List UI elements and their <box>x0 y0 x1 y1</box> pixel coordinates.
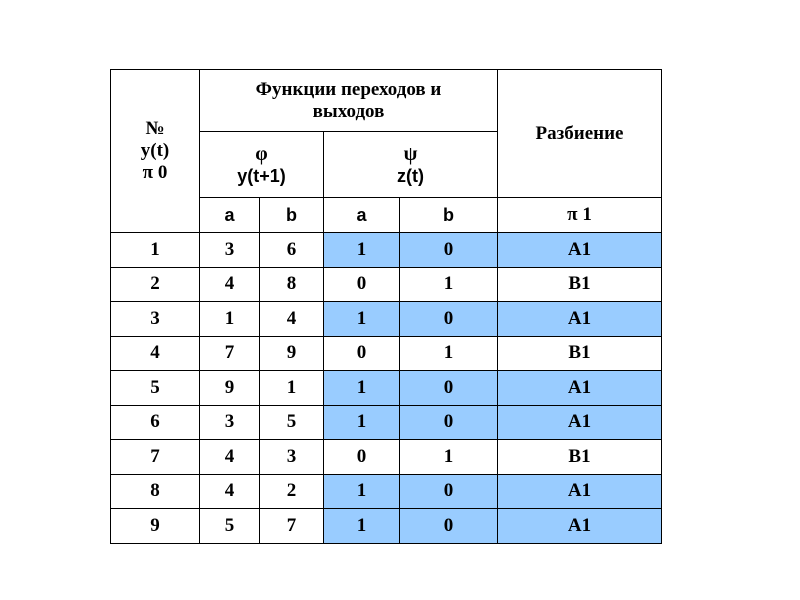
psi-b-cell: 0 <box>400 509 498 544</box>
table-row <box>111 509 662 544</box>
state-number-cell: 6 <box>111 405 200 440</box>
phi-a-cell: 4 <box>200 267 260 302</box>
table-row <box>111 336 662 371</box>
state-label: y(t) <box>140 140 170 161</box>
psi-header <box>324 132 498 198</box>
psi-subtitle: z(t) <box>397 165 424 186</box>
phi-col-a: a <box>200 198 260 233</box>
partition-header: Разбиение <box>498 70 662 198</box>
psi-a-cell: 1 <box>324 405 400 440</box>
partition-cell: A1 <box>498 371 662 406</box>
partition-cell: A1 <box>498 233 662 268</box>
phi-a-cell: 1 <box>200 302 260 337</box>
phi-a-cell: 5 <box>200 509 260 544</box>
psi-b-cell: 0 <box>400 233 498 268</box>
psi-a-cell: 1 <box>324 371 400 406</box>
phi-b-cell: 1 <box>260 371 324 406</box>
header-row-1 <box>111 70 662 132</box>
phi-b-cell: 3 <box>260 440 324 475</box>
table-row <box>111 440 662 475</box>
partition-cell: A1 <box>498 405 662 440</box>
psi-a-cell: 0 <box>324 267 400 302</box>
psi-a-cell: 1 <box>324 302 400 337</box>
phi-a-cell: 4 <box>200 440 260 475</box>
phi-header <box>200 132 324 198</box>
psi-a-cell: 1 <box>324 474 400 509</box>
psi-b-cell: 0 <box>400 302 498 337</box>
table-row <box>111 302 662 337</box>
psi-b-cell: 1 <box>400 440 498 475</box>
phi-b-cell: 9 <box>260 336 324 371</box>
psi-b-cell: 1 <box>400 267 498 302</box>
partition-cell: B1 <box>498 267 662 302</box>
psi-b-cell: 0 <box>400 474 498 509</box>
state-number-cell: 7 <box>111 440 200 475</box>
state-number-cell: 9 <box>111 509 200 544</box>
phi-a-cell: 7 <box>200 336 260 371</box>
partition-cell: B1 <box>498 440 662 475</box>
state-number-cell: 3 <box>111 302 200 337</box>
state-number-cell: 2 <box>111 267 200 302</box>
table-row <box>111 267 662 302</box>
pi1-col: π 1 <box>498 198 662 233</box>
phi-b-cell: 5 <box>260 405 324 440</box>
functions-header: Функции переходов и выходов <box>200 70 498 132</box>
psi-a-cell: 1 <box>324 509 400 544</box>
phi-b-cell: 7 <box>260 509 324 544</box>
number-sign: № <box>145 118 165 139</box>
state-number-cell: 1 <box>111 233 200 268</box>
psi-col-a: a <box>324 198 400 233</box>
psi-a-cell: 0 <box>324 336 400 371</box>
table-row <box>111 405 662 440</box>
psi-b-cell: 0 <box>400 405 498 440</box>
partition-cell: A1 <box>498 474 662 509</box>
phi-a-cell: 4 <box>200 474 260 509</box>
phi-col-b: b <box>260 198 324 233</box>
state-table <box>110 69 662 544</box>
psi-a-cell: 0 <box>324 440 400 475</box>
psi-b-cell: 1 <box>400 336 498 371</box>
phi-a-cell: 3 <box>200 405 260 440</box>
state-number-cell: 8 <box>111 474 200 509</box>
psi-symbol: ψ <box>403 142 418 165</box>
phi-b-cell: 2 <box>260 474 324 509</box>
phi-a-cell: 9 <box>200 371 260 406</box>
table-row <box>111 233 662 268</box>
phi-b-cell: 4 <box>260 302 324 337</box>
psi-b-cell: 0 <box>400 371 498 406</box>
state-number-cell: 5 <box>111 371 200 406</box>
state-number-cell: 4 <box>111 336 200 371</box>
phi-b-cell: 8 <box>260 267 324 302</box>
psi-col-b: b <box>400 198 498 233</box>
phi-subtitle: y(t+1) <box>237 165 286 186</box>
pi0-label: π 0 <box>142 162 168 183</box>
phi-b-cell: 6 <box>260 233 324 268</box>
partition-cell: B1 <box>498 336 662 371</box>
psi-a-cell: 1 <box>324 233 400 268</box>
phi-a-cell: 3 <box>200 233 260 268</box>
table-row <box>111 371 662 406</box>
partition-cell: A1 <box>498 302 662 337</box>
table-row <box>111 474 662 509</box>
partition-cell: A1 <box>498 509 662 544</box>
phi-symbol: φ <box>255 142 268 165</box>
state-number-header <box>111 70 200 233</box>
